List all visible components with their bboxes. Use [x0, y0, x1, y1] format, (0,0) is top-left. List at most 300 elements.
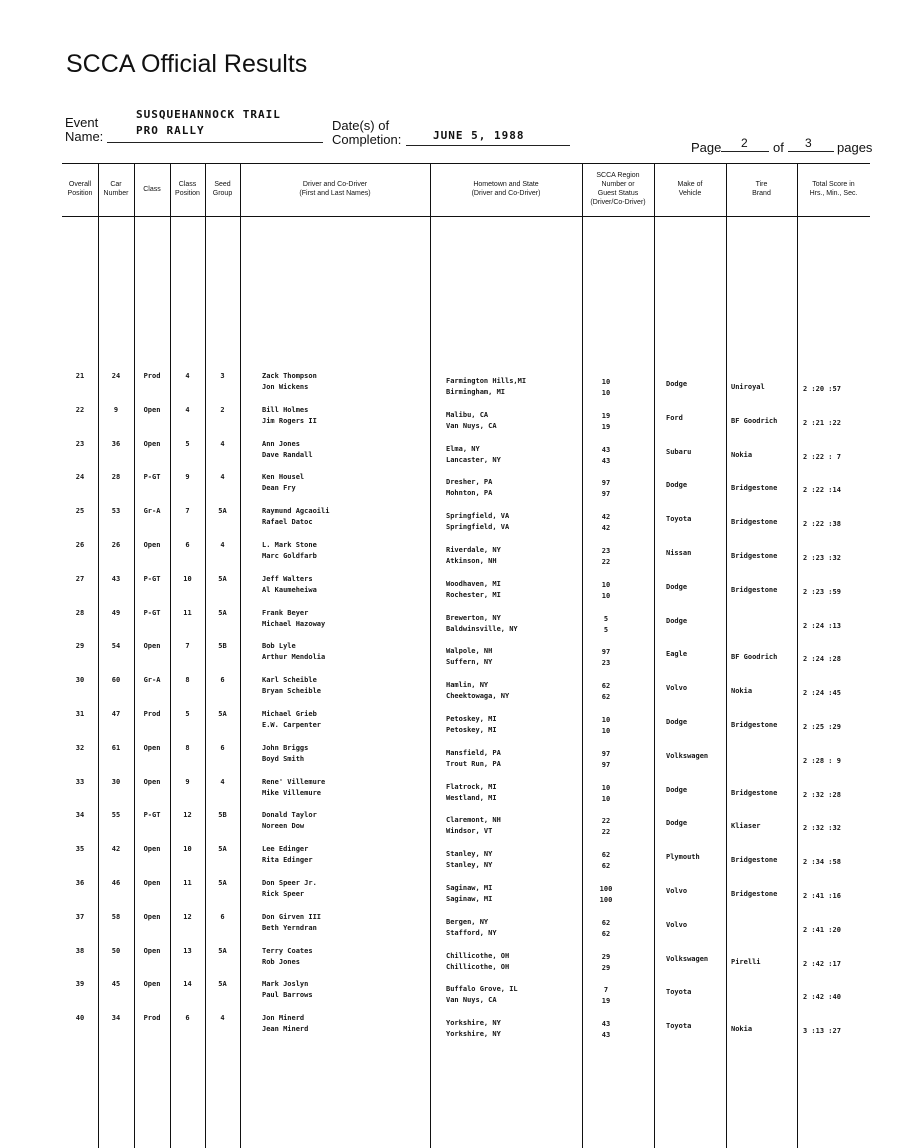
driver-region: 43 — [601, 1020, 611, 1028]
driver-name: Donald Taylor — [262, 811, 317, 819]
driver-name: Jon Minerd — [262, 1014, 305, 1022]
col-divider — [797, 163, 798, 1148]
driver-region: 10 — [601, 784, 611, 792]
overall-position: 40 — [75, 1014, 85, 1022]
seed-group: 6 — [220, 913, 225, 921]
vehicle-make: Toyota — [666, 515, 692, 523]
driver-name: Ann Jones — [262, 440, 300, 448]
class-position: 4 — [185, 406, 190, 414]
class-position: 11 — [183, 879, 192, 887]
co-driver-hometown: Westland, MI — [446, 794, 497, 802]
car-number: 47 — [111, 710, 121, 718]
tire-brand: Pirelli — [731, 958, 761, 966]
driver-hometown: Saginaw, MI — [446, 884, 493, 892]
co-driver-name: Mike Villemure — [262, 789, 322, 797]
co-driver-hometown: Van Nuys, CA — [446, 422, 497, 430]
column-header-overall-position: Overall Position — [67, 181, 93, 197]
overall-position: 27 — [75, 575, 85, 583]
total-score: 2 :22 : 7 — [803, 453, 841, 461]
seed-group: 5A — [218, 980, 227, 988]
co-driver-name: Jon Wickens — [262, 383, 309, 391]
tire-brand: Bridgestone — [731, 586, 778, 594]
column-header-driver: Driver and Co-Driver (First and Last Names) — [299, 181, 371, 197]
co-driver-region: 62 — [601, 930, 611, 938]
co-driver-region: 19 — [601, 423, 611, 431]
overall-position: 39 — [75, 980, 85, 988]
total-score: 2 :24 :28 — [803, 655, 841, 663]
vehicle-make: Ford — [666, 414, 683, 422]
column-header-make: Make of Vehicle — [677, 181, 703, 197]
driver-hometown: Yorkshire, NY — [446, 1019, 501, 1027]
column-header-car-number: Car Number — [103, 181, 129, 197]
overall-position: 23 — [75, 440, 85, 448]
seed-group: 2 — [220, 406, 225, 414]
co-driver-name: Jean Minerd — [262, 1025, 309, 1033]
co-driver-hometown: Lancaster, NY — [446, 456, 501, 464]
car-number: 9 — [113, 406, 119, 414]
class: Open — [143, 406, 161, 414]
overall-position: 29 — [75, 642, 85, 650]
column-header-region: SCCA Region Number or Guest Status (Driver/Co-Driver) — [590, 172, 646, 206]
co-driver-hometown: Trout Run, PA — [446, 760, 501, 768]
co-driver-region: 22 — [601, 828, 611, 836]
co-driver-hometown: Petoskey, MI — [446, 726, 497, 734]
co-driver-region: 23 — [601, 659, 611, 667]
total-score: 2 :32 :32 — [803, 824, 841, 832]
car-number: 60 — [111, 676, 121, 684]
seed-group: 4 — [220, 778, 225, 786]
driver-hometown: Mansfield, PA — [446, 749, 501, 757]
overall-position: 38 — [75, 947, 85, 955]
class-position: 13 — [183, 947, 192, 955]
driver-region: 19 — [601, 412, 611, 420]
co-driver-region: 22 — [601, 558, 611, 566]
co-driver-hometown: Stafford, NY — [446, 929, 497, 937]
tire-brand: Bridgestone — [731, 484, 778, 492]
event-name-underline — [107, 142, 323, 143]
driver-name: Lee Edinger — [262, 845, 309, 853]
overall-position: 36 — [75, 879, 85, 887]
driver-region: 97 — [601, 479, 611, 487]
car-number: 54 — [111, 642, 121, 650]
driver-region: 10 — [601, 378, 611, 386]
overall-position: 30 — [75, 676, 85, 684]
vehicle-make: Dodge — [666, 786, 688, 794]
driver-hometown: Brewerton, NY — [446, 614, 501, 622]
driver-name: Bill Holmes — [262, 406, 309, 414]
car-number: 61 — [111, 744, 121, 752]
tire-brand: Nokia — [731, 1025, 753, 1033]
co-driver-region: 43 — [601, 457, 611, 465]
co-driver-hometown: Atkinson, NH — [446, 557, 497, 565]
co-driver-region: 10 — [601, 795, 611, 803]
tire-brand: Nokia — [731, 451, 753, 459]
co-driver-hometown: Windsor, VT — [446, 827, 493, 835]
class: Open — [143, 778, 161, 786]
seed-group: 4 — [220, 440, 225, 448]
seed-group: 6 — [220, 676, 225, 684]
class: Open — [143, 744, 161, 752]
column-header-class: Class — [143, 185, 161, 193]
co-driver-hometown: Chillicothe, OH — [446, 963, 510, 971]
col-divider — [430, 163, 431, 1148]
col-divider — [170, 163, 171, 1148]
driver-hometown: Stanley, NY — [446, 850, 493, 858]
driver-hometown: Buffalo Grove, IL — [446, 985, 518, 993]
co-driver-name: Rob Jones — [262, 958, 300, 966]
driver-region: 62 — [601, 682, 611, 690]
co-driver-region: 29 — [601, 964, 611, 972]
driver-hometown: Flatrock, MI — [446, 783, 497, 791]
class: Open — [143, 879, 161, 887]
driver-hometown: Elma, NY — [446, 445, 480, 453]
car-number: 46 — [111, 879, 121, 887]
page-label: Page — [691, 140, 722, 155]
driver-name: Don Girven III — [262, 913, 322, 921]
page-number-underline — [721, 151, 769, 152]
column-header-seed-group: Seed Group — [212, 181, 233, 197]
class: Gr-A — [143, 507, 161, 515]
class-position: 10 — [183, 845, 192, 853]
tire-brand: Bridgestone — [731, 552, 778, 560]
co-driver-name: E.W. Carpenter — [262, 721, 322, 729]
seed-group: 4 — [220, 473, 225, 481]
overall-position: 22 — [75, 406, 85, 414]
class: Gr-A — [143, 676, 161, 684]
driver-region: 62 — [601, 919, 611, 927]
car-number: 28 — [111, 473, 121, 481]
seed-group: 6 — [220, 744, 225, 752]
vehicle-make: Nissan — [666, 549, 692, 557]
car-number: 34 — [111, 1014, 121, 1022]
tire-brand: BF Goodrich — [731, 653, 778, 661]
total-score: 2 :25 :29 — [803, 723, 841, 731]
car-number: 55 — [111, 811, 121, 819]
completion-date-label: Date(s) of Completion: — [332, 118, 402, 147]
co-driver-region: 100 — [599, 896, 613, 904]
driver-hometown: Petoskey, MI — [446, 715, 497, 723]
tire-brand: Bridgestone — [731, 721, 778, 729]
col-divider — [98, 163, 99, 1148]
overall-position: 35 — [75, 845, 85, 853]
overall-position: 24 — [75, 473, 85, 481]
co-driver-hometown: Van Nuys, CA — [446, 996, 497, 1004]
seed-group: 5A — [218, 507, 227, 515]
driver-region: 62 — [601, 851, 611, 859]
total-score: 2 :20 :57 — [803, 385, 841, 393]
driver-hometown: Claremont, NH — [446, 816, 501, 824]
car-number: 50 — [111, 947, 121, 955]
total-pages-underline — [788, 151, 834, 152]
class: P-GT — [143, 811, 161, 819]
total-score: 2 :42 :40 — [803, 993, 841, 1001]
class-position: 8 — [185, 744, 190, 752]
total-score: 2 :22 :38 — [803, 520, 841, 528]
co-driver-region: 5 — [603, 626, 609, 634]
column-header-tire: Tire Brand — [752, 181, 771, 197]
completion-date: JUNE 5, 1988 — [433, 129, 525, 142]
driver-name: Jeff Walters — [262, 575, 313, 583]
seed-group: 5A — [218, 575, 227, 583]
driver-name: L. Mark Stone — [262, 541, 317, 549]
co-driver-name: Rafael Datoc — [262, 518, 313, 526]
driver-name: Michael Grieb — [262, 710, 317, 718]
event-name-label: Event Name: — [65, 115, 104, 144]
car-number: 45 — [111, 980, 121, 988]
co-driver-region: 10 — [601, 389, 611, 397]
tire-brand: BF Goodrich — [731, 417, 778, 425]
driver-hometown: Farmington Hills,MI — [446, 377, 527, 385]
vehicle-make: Dodge — [666, 718, 688, 726]
total-score: 2 :32 :28 — [803, 791, 841, 799]
driver-region: 97 — [601, 648, 611, 656]
class-position: 14 — [183, 980, 192, 988]
co-driver-name: Noreen Dow — [262, 822, 305, 830]
car-number: 42 — [111, 845, 121, 853]
seed-group: 5B — [218, 642, 227, 650]
class: Prod — [143, 710, 161, 718]
driver-region: 100 — [599, 885, 613, 893]
class-position: 5 — [185, 710, 190, 718]
tire-brand: Bridgestone — [731, 890, 778, 898]
vehicle-make: Plymouth — [666, 853, 700, 861]
overall-position: 21 — [75, 372, 85, 380]
overall-position: 26 — [75, 541, 85, 549]
co-driver-hometown: Mohnton, PA — [446, 489, 493, 497]
col-divider — [726, 163, 727, 1148]
car-number: 26 — [111, 541, 121, 549]
class-position: 11 — [183, 609, 192, 617]
class: Open — [143, 440, 161, 448]
co-driver-name: Jim Rogers II — [262, 417, 317, 425]
col-divider — [654, 163, 655, 1148]
seed-group: 3 — [220, 372, 225, 380]
car-number: 43 — [111, 575, 121, 583]
completion-date-underline — [406, 145, 570, 146]
co-driver-region: 10 — [601, 727, 611, 735]
co-driver-hometown: Stanley, NY — [446, 861, 493, 869]
driver-hometown: Malibu, CA — [446, 411, 489, 419]
co-driver-hometown: Birmingham, MI — [446, 388, 506, 396]
column-header-hometown: Hometown and State (Driver and Co-Driver) — [471, 181, 541, 197]
driver-region: 42 — [601, 513, 611, 521]
event-name-line2: PRO RALLY — [136, 124, 205, 137]
vehicle-make: Dodge — [666, 481, 688, 489]
class: Open — [143, 947, 161, 955]
total-score: 2 :28 : 9 — [803, 757, 841, 765]
total-score: 2 :23 :32 — [803, 554, 841, 562]
seed-group: 5A — [218, 609, 227, 617]
vehicle-make: Toyota — [666, 988, 692, 996]
co-driver-region: 42 — [601, 524, 611, 532]
class: P-GT — [143, 575, 161, 583]
co-driver-hometown: Cheektowaga, NY — [446, 692, 510, 700]
driver-region: 97 — [601, 750, 611, 758]
driver-name: Zack Thompson — [262, 372, 317, 380]
co-driver-hometown: Saginaw, MI — [446, 895, 493, 903]
col-divider — [240, 163, 241, 1148]
seed-group: 5A — [218, 879, 227, 887]
co-driver-name: Dean Fry — [262, 484, 296, 492]
seed-group: 5A — [218, 845, 227, 853]
total-score: 2 :24 :13 — [803, 622, 841, 630]
header-bottom-border — [62, 216, 870, 217]
co-driver-hometown: Suffern, NY — [446, 658, 493, 666]
seed-group: 5A — [218, 947, 227, 955]
class-position: 12 — [183, 811, 192, 819]
driver-hometown: Walpole, NH — [446, 647, 493, 655]
co-driver-hometown: Springfield, VA — [446, 523, 510, 531]
page-number: 2 — [741, 136, 748, 150]
driver-name: Karl Scheible — [262, 676, 317, 684]
class: Open — [143, 642, 161, 650]
total-score: 2 :23 :59 — [803, 588, 841, 596]
driver-name: Terry Coates — [262, 947, 313, 955]
tire-brand: Bridgestone — [731, 856, 778, 864]
co-driver-region: 97 — [601, 761, 611, 769]
driver-name: Bob Lyle — [262, 642, 296, 650]
co-driver-region: 62 — [601, 693, 611, 701]
overall-position: 37 — [75, 913, 85, 921]
vehicle-make: Dodge — [666, 819, 688, 827]
driver-name: John Briggs — [262, 744, 309, 752]
tire-brand: Bridgestone — [731, 789, 778, 797]
total-score: 2 :42 :17 — [803, 960, 841, 968]
driver-name: Rene' Villemure — [262, 778, 326, 786]
tire-brand: Nokia — [731, 687, 753, 695]
co-driver-name: Arthur Mendolia — [262, 653, 326, 661]
total-score: 2 :41 :16 — [803, 892, 841, 900]
seed-group: 5A — [218, 710, 227, 718]
co-driver-name: Al Kaumeheiwa — [262, 586, 317, 594]
class-position: 5 — [185, 440, 190, 448]
driver-region: 22 — [601, 817, 611, 825]
seed-group: 5B — [218, 811, 227, 819]
co-driver-name: Boyd Smith — [262, 755, 305, 763]
vehicle-make: Dodge — [666, 583, 688, 591]
co-driver-name: Beth Yerndran — [262, 924, 317, 932]
driver-region: 5 — [603, 615, 609, 623]
tire-brand: Uniroyal — [731, 383, 765, 391]
driver-hometown: Springfield, VA — [446, 512, 510, 520]
event-name-line1: SUSQUEHANNOCK TRAIL — [136, 108, 281, 121]
class-position: 10 — [183, 575, 192, 583]
co-driver-region: 43 — [601, 1031, 611, 1039]
tire-brand: Kliaser — [731, 822, 761, 830]
driver-name: Mark Joslyn — [262, 980, 309, 988]
class-position: 8 — [185, 676, 190, 684]
car-number: 53 — [111, 507, 121, 515]
vehicle-make: Dodge — [666, 617, 688, 625]
total-score: 3 :13 :27 — [803, 1027, 841, 1035]
co-driver-name: Rita Edinger — [262, 856, 313, 864]
pages-label: pages — [837, 140, 873, 155]
car-number: 30 — [111, 778, 121, 786]
column-header-score: Total Score in Hrs., Min., Sec. — [809, 181, 858, 197]
overall-position: 32 — [75, 744, 85, 752]
vehicle-make: Volkswagen — [666, 752, 709, 760]
co-driver-region: 97 — [601, 490, 611, 498]
co-driver-name: Michael Hazoway — [262, 620, 326, 628]
class: P-GT — [143, 609, 161, 617]
vehicle-make: Volvo — [666, 921, 688, 929]
co-driver-name: Marc Goldfarb — [262, 552, 317, 560]
of-label: of — [773, 140, 784, 155]
total-score: 2 :22 :14 — [803, 486, 841, 494]
driver-region: 23 — [601, 547, 611, 555]
vehicle-make: Volvo — [666, 887, 688, 895]
car-number: 36 — [111, 440, 121, 448]
class: Open — [143, 913, 161, 921]
class-position: 9 — [185, 473, 190, 481]
co-driver-region: 10 — [601, 592, 611, 600]
driver-region: 10 — [601, 581, 611, 589]
driver-region: 7 — [603, 986, 609, 994]
co-driver-hometown: Baldwinsville, NY — [446, 625, 518, 633]
co-driver-name: Paul Barrows — [262, 991, 313, 999]
class: Prod — [143, 1014, 161, 1022]
driver-name: Ken Housel — [262, 473, 305, 481]
driver-name: Frank Beyer — [262, 609, 309, 617]
co-driver-region: 62 — [601, 862, 611, 870]
co-driver-name: Dave Randall — [262, 451, 313, 459]
driver-hometown: Hamlin, NY — [446, 681, 489, 689]
co-driver-hometown: Yorkshire, NY — [446, 1030, 501, 1038]
seed-group: 4 — [220, 541, 225, 549]
vehicle-make: Dodge — [666, 380, 688, 388]
co-driver-region: 19 — [601, 997, 611, 1005]
class: Prod — [143, 372, 161, 380]
vehicle-make: Toyota — [666, 1022, 692, 1030]
class: P-GT — [143, 473, 161, 481]
co-driver-hometown: Rochester, MI — [446, 591, 501, 599]
driver-region: 10 — [601, 716, 611, 724]
class: Open — [143, 845, 161, 853]
driver-hometown: Dresher, PA — [446, 478, 493, 486]
overall-position: 31 — [75, 710, 85, 718]
class-position: 7 — [185, 642, 190, 650]
total-score: 2 :34 :58 — [803, 858, 841, 866]
total-pages: 3 — [805, 136, 812, 150]
driver-region: 43 — [601, 446, 611, 454]
total-score: 2 :21 :22 — [803, 419, 841, 427]
col-divider — [134, 163, 135, 1148]
total-score: 2 :41 :20 — [803, 926, 841, 934]
driver-name: Don Speer Jr. — [262, 879, 317, 887]
car-number: 24 — [111, 372, 121, 380]
overall-position: 28 — [75, 609, 85, 617]
seed-group: 4 — [220, 1014, 225, 1022]
overall-position: 34 — [75, 811, 85, 819]
driver-hometown: Woodhaven, MI — [446, 580, 501, 588]
vehicle-make: Volkswagen — [666, 955, 709, 963]
vehicle-make: Subaru — [666, 448, 692, 456]
co-driver-name: Bryan Scheible — [262, 687, 322, 695]
class-position: 12 — [183, 913, 192, 921]
class-position: 7 — [185, 507, 190, 515]
class: Open — [143, 541, 161, 549]
class-position: 6 — [185, 1014, 190, 1022]
driver-name: Raymund Agcaoili — [262, 507, 330, 515]
col-divider — [205, 163, 206, 1148]
overall-position: 25 — [75, 507, 85, 515]
co-driver-name: Rick Speer — [262, 890, 305, 898]
class-position: 9 — [185, 778, 190, 786]
driver-hometown: Riverdale, NY — [446, 546, 501, 554]
page-title: SCCA Official Results — [66, 50, 308, 78]
tire-brand: Bridgestone — [731, 518, 778, 526]
class: Open — [143, 980, 161, 988]
